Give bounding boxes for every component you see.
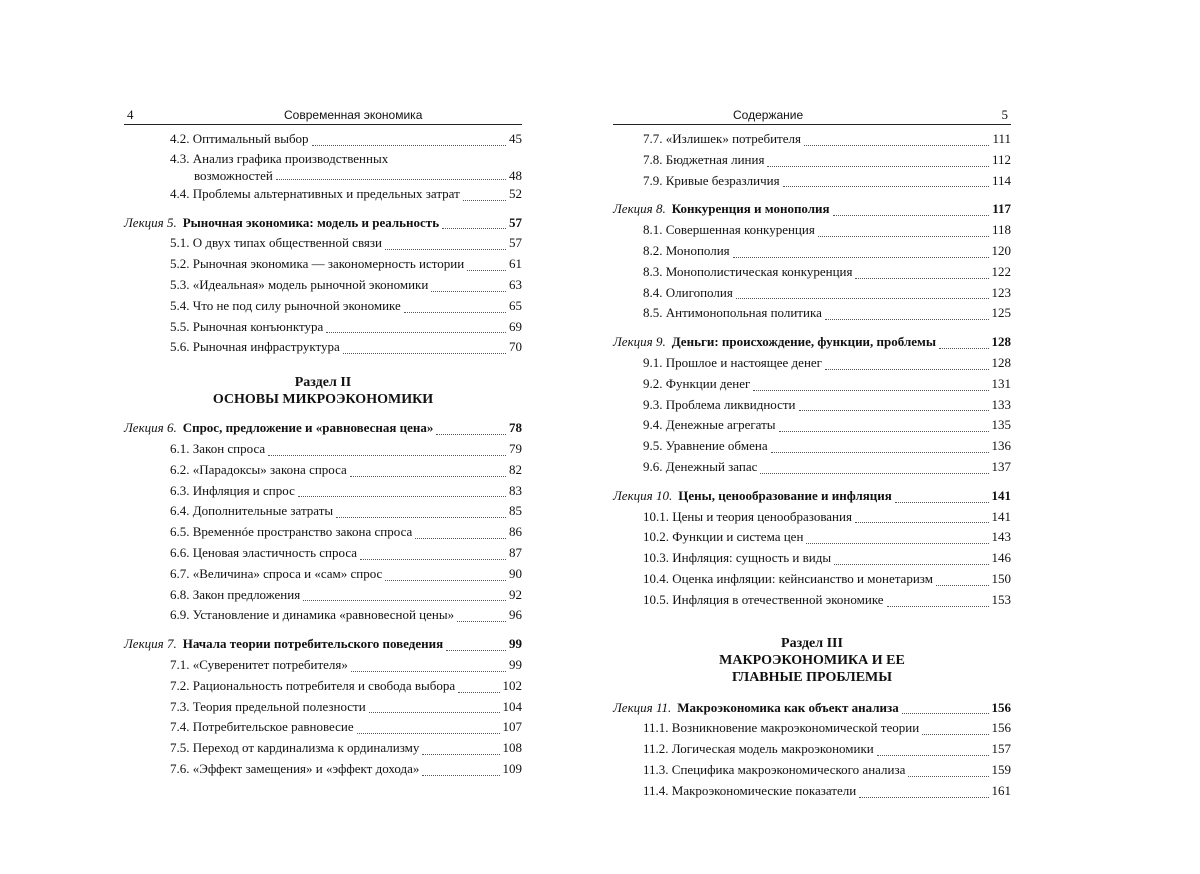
toc-page-number: 156 xyxy=(991,699,1011,715)
toc-entry-label: 9.3. Проблема ликвидности xyxy=(643,396,796,412)
toc-entry xyxy=(124,522,522,543)
toc-entry xyxy=(613,436,1011,457)
section-heading-line: ГЛАВНЫЕ ПРОБЛЕМЫ xyxy=(731,669,893,685)
left-page xyxy=(124,106,522,780)
toc-entry-label xyxy=(124,418,433,438)
toc-entry-label: 7.2. Рациональность потребителя и свобода выбора xyxy=(170,677,456,693)
dot-leader xyxy=(351,671,506,672)
lecture-title: Цены, ценообразование и инфляция xyxy=(678,487,892,503)
toc-entry-label: 6.8. Закон предложения xyxy=(170,586,301,602)
toc-entry xyxy=(124,738,522,759)
toc-entry xyxy=(613,415,1011,436)
section-heading-line: Раздел III xyxy=(781,635,843,651)
toc-page-number: 78 xyxy=(509,420,522,436)
dot-leader xyxy=(343,353,506,354)
toc-entry-label: 8.1. Совершенная конкуренция xyxy=(643,222,815,238)
toc-page-number: 48 xyxy=(509,167,522,183)
toc-page-number: 111 xyxy=(992,131,1011,146)
dot-leader xyxy=(303,600,506,601)
toc-list xyxy=(124,129,522,780)
toc-entry-label: 10.4. Оценка инфляции: кейнсианство и монетаризм xyxy=(643,570,933,586)
toc-entry xyxy=(613,129,1011,150)
toc-entry xyxy=(613,527,1011,548)
toc-page-number: 82 xyxy=(509,461,522,477)
toc-page-number: 137 xyxy=(991,458,1011,474)
toc-page-number: 109 xyxy=(502,760,522,776)
dot-leader xyxy=(771,452,989,453)
toc-entry-label: 5.6. Рыночная инфраструктура xyxy=(170,339,340,355)
dot-leader xyxy=(806,543,988,544)
toc-entry-label xyxy=(613,698,899,718)
toc-entry-label: 9.5. Уравнение обмена xyxy=(643,438,768,454)
toc-entry-label xyxy=(613,199,830,219)
toc-lecture-entry xyxy=(124,213,522,234)
toc-entry xyxy=(613,548,1011,569)
dot-leader xyxy=(369,712,500,713)
toc-lecture-entry xyxy=(613,332,1011,353)
toc-entry-label: 10.1. Цены и теория ценообразования xyxy=(643,508,852,524)
toc-entry xyxy=(124,717,522,738)
toc-entry xyxy=(124,676,522,697)
dot-leader xyxy=(458,692,499,693)
toc-entry-label: 6.2. «Парадоксы» закона спроса xyxy=(170,461,347,477)
toc-page-number: 83 xyxy=(509,482,522,498)
dot-leader xyxy=(779,431,989,432)
toc-page-number: 108 xyxy=(502,740,522,756)
toc-entry-label: 8.5. Антимонопольная политика xyxy=(643,305,822,321)
toc-entry-label: 7.1. «Суверенитет потребителя» xyxy=(170,656,348,672)
dot-leader xyxy=(834,564,988,565)
toc-entry xyxy=(613,171,1011,192)
dot-leader xyxy=(457,621,506,622)
toc-entry-label xyxy=(613,332,936,352)
toc-entry xyxy=(124,150,522,184)
right-page xyxy=(613,106,1011,802)
toc-entry-label: 7.3. Теория предельной полезности xyxy=(170,698,366,714)
dot-leader xyxy=(276,179,506,180)
toc-entry xyxy=(124,759,522,780)
dot-leader xyxy=(385,580,506,581)
toc-entry-label: 6.3. Инфляция и спрос xyxy=(170,482,295,498)
dot-leader xyxy=(436,434,506,435)
section-heading xyxy=(124,374,522,408)
toc-entry xyxy=(613,760,1011,781)
section-heading-line: ОСНОВЫ МИКРОЭКОНОМИКИ xyxy=(212,392,434,408)
lecture-number: Лекция 9. xyxy=(613,334,666,350)
toc-lecture-entry xyxy=(124,418,522,439)
dot-leader xyxy=(326,332,506,333)
toc-entry-label: 5.5. Рыночная конъюнктура xyxy=(170,318,324,334)
lecture-title: Начала теории потребительского поведения xyxy=(182,636,444,652)
dot-leader xyxy=(385,249,506,250)
toc-entry xyxy=(613,739,1011,760)
toc-page-number: 86 xyxy=(509,524,522,540)
toc-entry-label: 9.6. Денежный запас xyxy=(643,458,758,474)
dot-leader xyxy=(298,496,506,497)
toc-entry xyxy=(124,460,522,481)
toc-entry-label: 8.2. Монополия xyxy=(643,242,730,258)
toc-page-number: 161 xyxy=(991,782,1011,798)
toc-entry-label: 8.4. Олигополия xyxy=(643,284,733,300)
toc-page-number: 96 xyxy=(509,607,522,623)
toc-page-number: 61 xyxy=(509,256,522,272)
toc-entry xyxy=(124,655,522,676)
dot-leader xyxy=(415,538,506,539)
dot-leader xyxy=(833,215,990,216)
toc-lecture-entry xyxy=(613,698,1011,719)
toc-page-number: 141 xyxy=(991,508,1011,524)
toc-entry-label xyxy=(613,486,892,506)
toc-page-number: 65 xyxy=(509,297,522,313)
dot-leader xyxy=(422,775,499,776)
toc-entry xyxy=(613,150,1011,171)
toc-page-number: 146 xyxy=(991,550,1011,566)
dot-leader xyxy=(804,145,990,146)
toc-entry xyxy=(124,481,522,502)
running-header xyxy=(613,106,1011,125)
toc-page-number: 57 xyxy=(509,235,522,251)
toc-entry-label: 7.9. Кривые безразличия xyxy=(643,172,780,188)
toc-entry xyxy=(124,129,522,150)
toc-entry xyxy=(613,457,1011,478)
toc-page-number: 133 xyxy=(991,396,1011,412)
toc-entry-label: 9.2. Функции денег xyxy=(643,375,751,391)
dot-leader xyxy=(887,606,989,607)
toc-lecture-entry xyxy=(613,199,1011,220)
toc-entry-label: 5.3. «Идеальная» модель рыночной экономики xyxy=(170,276,429,292)
toc-page-number: 135 xyxy=(991,417,1011,433)
dot-leader xyxy=(268,455,506,456)
section-heading xyxy=(613,635,1011,686)
toc-page-number: 90 xyxy=(509,565,522,581)
dot-leader xyxy=(939,348,988,349)
toc-entry-label xyxy=(124,213,439,233)
toc-entry xyxy=(613,718,1011,739)
dot-leader xyxy=(818,236,989,237)
dot-leader xyxy=(936,585,989,586)
page-number: 5 xyxy=(1001,107,1008,122)
dot-leader xyxy=(859,797,988,798)
toc-page-number: 52 xyxy=(509,185,522,201)
toc-page-number: 128 xyxy=(991,354,1011,370)
toc-entry xyxy=(124,296,522,317)
dot-leader xyxy=(733,257,989,258)
dot-leader xyxy=(431,291,506,292)
toc-page-number: 112 xyxy=(991,151,1011,167)
dot-leader xyxy=(357,733,500,734)
toc-page-number: 92 xyxy=(509,586,522,602)
toc-page-number: 128 xyxy=(991,334,1011,350)
toc-lecture-entry xyxy=(124,634,522,655)
toc-entry xyxy=(613,374,1011,395)
toc-entry-label: 6.9. Установление и динамика «равновесной цены» xyxy=(170,607,455,623)
toc-entry xyxy=(613,353,1011,374)
lecture-number: Лекция 5. xyxy=(124,214,177,230)
section-heading-line: Раздел II xyxy=(294,375,352,391)
toc-entry xyxy=(124,543,522,564)
toc-page-number: 122 xyxy=(991,263,1011,279)
lecture-number: Лекция 11. xyxy=(613,699,672,715)
dot-leader xyxy=(799,410,989,411)
dot-leader xyxy=(767,166,989,167)
dot-leader xyxy=(825,369,988,370)
toc-entry-label: 6.7. «Величина» спроса и «сам» спрос xyxy=(170,565,383,581)
toc-entry-label xyxy=(124,634,443,654)
toc-entry xyxy=(124,605,522,626)
lecture-number: Лекция 6. xyxy=(124,420,177,436)
toc-entry-label: 5.1. О двух типах общественной связи xyxy=(170,235,382,251)
toc-entry-label: 4.2. Оптимальный выбор xyxy=(170,131,309,146)
toc-entry-label: 5.2. Рыночная экономика — закономерность истории xyxy=(170,256,465,272)
dot-leader xyxy=(336,517,506,518)
toc-entry-label: 5.4. Что не под силу рыночной экономике xyxy=(170,297,401,313)
toc-entry xyxy=(613,507,1011,528)
toc-page-number: 114 xyxy=(991,172,1011,188)
section-heading-line: МАКРОЭКОНОМИКА И ЕЕ xyxy=(719,652,905,668)
toc-entry xyxy=(613,590,1011,611)
toc-entry-label: 6.4. Дополнительные затраты xyxy=(170,503,334,519)
toc-page-number: 123 xyxy=(991,284,1011,300)
toc-entry-label: 10.2. Функции и система цен xyxy=(643,529,804,545)
toc-entry xyxy=(613,220,1011,241)
toc-page-number: 57 xyxy=(509,214,522,230)
lecture-title: Макроэкономика как объект анализа xyxy=(677,699,899,715)
toc-page-number: 156 xyxy=(991,720,1011,736)
toc-page-number: 63 xyxy=(509,276,522,292)
toc-lecture-entry xyxy=(613,486,1011,507)
toc-entry xyxy=(124,439,522,460)
toc-page-number: 153 xyxy=(991,591,1011,607)
dot-leader xyxy=(446,650,506,651)
toc-page-number: 79 xyxy=(509,440,522,456)
toc-page-number: 99 xyxy=(509,636,522,652)
toc-entry xyxy=(124,233,522,254)
toc-entry-label: 6.1. Закон спроса xyxy=(170,440,266,456)
dot-leader xyxy=(855,278,988,279)
running-title: Содержание xyxy=(733,108,804,122)
toc-page-number: 107 xyxy=(502,719,522,735)
dot-leader xyxy=(360,559,506,560)
toc-entry xyxy=(124,697,522,718)
toc-entry-label: 7.7. «Излишек» потребителя xyxy=(643,131,801,146)
lecture-number: Лекция 7. xyxy=(124,636,177,652)
lecture-title: Конкуренция и монополия xyxy=(671,201,830,217)
toc-page-number: 143 xyxy=(991,529,1011,545)
dot-leader xyxy=(922,734,988,735)
toc-entry xyxy=(124,184,522,205)
toc-entry-label: 6.5. Временнóе пространство закона спроса xyxy=(170,524,413,540)
toc-entry xyxy=(124,254,522,275)
toc-entry-label: 11.1. Возникновение макроэкономической теории xyxy=(643,720,920,736)
dot-leader xyxy=(855,522,989,523)
toc-entry-label: 6.6. Ценовая эластичность спроса xyxy=(170,544,358,560)
page-number: 4 xyxy=(127,107,134,122)
dot-leader xyxy=(467,270,506,271)
toc-entry-label: 9.4. Денежные агрегаты xyxy=(643,417,776,433)
toc-page-number: 104 xyxy=(502,698,522,714)
toc-page-number: 102 xyxy=(502,677,522,693)
toc-page-number: 45 xyxy=(509,131,522,146)
toc-entry-label: 9.1. Прошлое и настоящее денег xyxy=(643,354,823,370)
toc-page-number: 159 xyxy=(991,761,1011,777)
toc-page-number: 99 xyxy=(509,656,522,672)
toc-entry-continuation xyxy=(170,167,522,184)
toc-page-number: 118 xyxy=(991,222,1011,238)
toc-page-number: 70 xyxy=(509,339,522,355)
toc-page-number: 117 xyxy=(992,201,1011,217)
toc-entry-label: 7.6. «Эффект замещения» и «эффект дохода» xyxy=(170,760,420,776)
toc-entry xyxy=(124,564,522,585)
toc-page-number: 157 xyxy=(991,741,1011,757)
toc-entry-label: 4.3. Анализ графика производственных xyxy=(170,150,389,166)
toc-page-number: 141 xyxy=(991,487,1011,503)
dot-leader xyxy=(404,312,506,313)
toc-entry-label: возможностей xyxy=(194,167,273,183)
dot-leader xyxy=(760,473,988,474)
toc-entry-label: 7.8. Бюджетная линия xyxy=(643,151,765,167)
toc-entry-label: 10.3. Инфляция: сущность и виды xyxy=(643,550,832,566)
dot-leader xyxy=(312,145,506,146)
toc-entry xyxy=(124,275,522,296)
toc-page-number: 120 xyxy=(991,242,1011,258)
toc-entry-label: 7.4. Потребительское равновесие xyxy=(170,719,354,735)
toc-entry xyxy=(613,781,1011,802)
toc-entry xyxy=(124,585,522,606)
toc-entry xyxy=(613,262,1011,283)
running-title: Современная экономика xyxy=(284,108,423,122)
toc-entry xyxy=(613,569,1011,590)
toc-page-number: 131 xyxy=(991,375,1011,391)
toc-entry-label: 8.3. Монополистическая конкуренция xyxy=(643,263,853,279)
dot-leader xyxy=(877,755,989,756)
toc-list xyxy=(613,129,1011,802)
toc-entry xyxy=(613,395,1011,416)
dot-leader xyxy=(753,390,988,391)
lecture-title: Рыночная экономика: модель и реальность xyxy=(182,214,440,230)
lecture-title: Деньги: происхождение, функции, проблемы xyxy=(671,334,937,350)
lecture-number: Лекция 8. xyxy=(613,201,666,217)
toc-entry xyxy=(124,317,522,338)
toc-entry-label: 11.2. Логическая модель макроэкономики xyxy=(643,741,874,757)
toc-entry-label: 7.5. Переход от кардинализма к ординализму xyxy=(170,740,420,756)
toc-entry xyxy=(613,303,1011,324)
toc-page-number: 136 xyxy=(991,438,1011,454)
lecture-title: Спрос, предложение и «равновесная цена» xyxy=(182,420,434,436)
dot-leader xyxy=(736,298,989,299)
toc-entry xyxy=(613,283,1011,304)
toc-entry xyxy=(613,241,1011,262)
running-header xyxy=(124,106,522,125)
toc-entry xyxy=(124,501,522,522)
toc-entry-label: 11.4. Макроэкономические показатели xyxy=(643,782,857,798)
dot-leader xyxy=(902,713,989,714)
toc-page-number: 85 xyxy=(509,503,522,519)
dot-leader xyxy=(825,319,989,320)
toc-entry-label: 4.4. Проблемы альтернативных и предельных затрат xyxy=(170,185,460,201)
toc-page-number: 87 xyxy=(509,544,522,560)
toc-entry xyxy=(124,337,522,358)
dot-leader xyxy=(422,754,499,755)
lecture-number: Лекция 10. xyxy=(613,487,673,503)
dot-leader xyxy=(442,228,506,229)
toc-page-number: 69 xyxy=(509,318,522,334)
dot-leader xyxy=(463,200,506,201)
toc-entry-label: 10.5. Инфляция в отечественной экономике xyxy=(643,591,884,607)
toc-page-number: 125 xyxy=(991,305,1011,321)
dot-leader xyxy=(783,186,989,187)
dot-leader xyxy=(350,476,506,477)
toc-page-number: 150 xyxy=(991,570,1011,586)
dot-leader xyxy=(895,502,989,503)
dot-leader xyxy=(908,776,988,777)
toc-entry-label: 11.3. Специфика макроэкономического анализа xyxy=(643,761,906,777)
